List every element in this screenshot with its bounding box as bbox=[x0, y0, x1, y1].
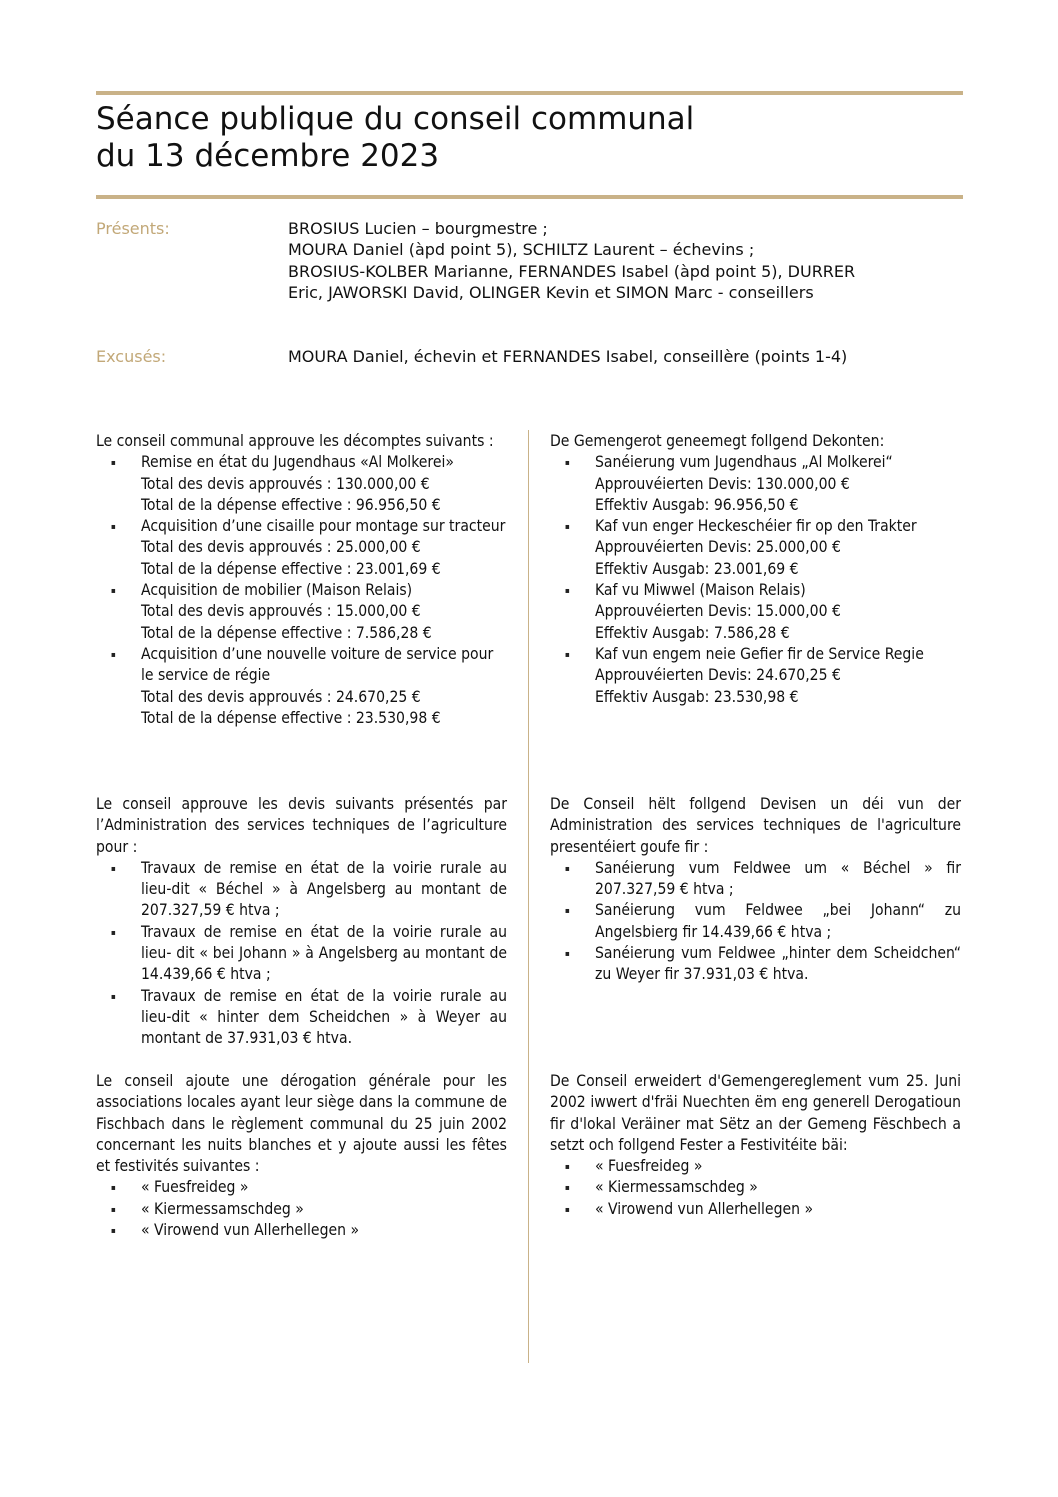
list-item: ▪ Sanéierung vum Feldwee „bei Johann“ zu Angelsbierg fir 14.439,66 € htva ; bbox=[550, 900, 961, 943]
fr-estimates-intro: Le conseil approuve les devis suivants présentés par l’Administration des services techniques de l’agriculture pour : bbox=[96, 795, 507, 856]
list-item bbox=[96, 452, 507, 516]
item-approved: Total des devis approuvés : 15.000,00 € bbox=[141, 602, 421, 621]
present-line: BROSIUS-KOLBER Marianne, FERNANDES Isabel (àpd point 5), DURRER bbox=[288, 261, 856, 281]
item-effective: Total de la dépense effective : 7.586,28 € bbox=[141, 623, 432, 642]
lb-estimates-list bbox=[550, 858, 961, 986]
fr-section-accounts bbox=[96, 431, 507, 729]
column-divider bbox=[528, 430, 529, 1363]
item-approved: Approuvéierten Devis: 130.000,00 € bbox=[595, 474, 850, 493]
fr-section-derogation bbox=[96, 1071, 507, 1241]
header-bottom-rule bbox=[96, 195, 963, 199]
excused-text: MOURA Daniel, échevin et FERNANDES Isabel, conseillère (points 1-4) bbox=[288, 347, 848, 366]
list-item: ▪ « Fuesfreideg » bbox=[96, 1177, 507, 1198]
item-title: ▪ Acquisition d’une cisaille pour montage sur tracteur bbox=[141, 517, 506, 536]
header-top-rule bbox=[96, 91, 963, 95]
list-item bbox=[550, 580, 961, 644]
present-line: Eric, JAWORSKI David, OLINGER Kevin et SIMON Marc - conseillers bbox=[288, 282, 814, 302]
lb-section-estimates bbox=[550, 794, 961, 986]
list-item bbox=[550, 452, 961, 516]
list-item: ▪ Sanéierung vum Feldwee um « Béchel » fir 207.327,59 € htva ; bbox=[550, 858, 961, 901]
list-item: ▪ « Fuesfreideg » bbox=[550, 1156, 961, 1177]
list-item bbox=[550, 644, 961, 708]
list-item: ▪ Sanéierung vum Feldwee „hinter dem Scheidchen“ zu Weyer fir 37.931,03 € htva. bbox=[550, 943, 961, 986]
list-item: ▪ « Virowend vun Allerhellegen » bbox=[96, 1220, 507, 1241]
lb-accounts-intro: De Gemengerot geneemegt follgend Dekonten: bbox=[550, 432, 885, 450]
excused-label: Excusés: bbox=[96, 347, 167, 366]
item-effective: Total de la dépense effective : 96.956,50 € bbox=[141, 495, 441, 514]
list-item: ▪ Travaux de remise en état de la voirie rurale au lieu-dit « Béchel » à Angelsberg au montant de 207.327,59 € htva ; bbox=[96, 858, 507, 922]
list-item bbox=[96, 644, 507, 729]
fr-section-estimates bbox=[96, 794, 507, 1050]
list-item bbox=[96, 580, 507, 644]
item-effective: Effektiv Ausgab: 23.001,69 € bbox=[595, 559, 799, 578]
item-title: ▪ Remise en état du Jugendhaus «Al Molkerei» bbox=[141, 453, 454, 472]
fr-derogation-intro: Le conseil ajoute une dérogation générale pour les associations locales ayant leur siège dans la commune de Fischbach dans le règlement communal du 25 juin 2002 concernant les nuits blanches et y ajoute aussi les fêtes et festivités suivantes : bbox=[96, 1072, 507, 1176]
item-title: ▪ Kaf vu Miwwel (Maison Relais) bbox=[595, 581, 806, 600]
item-approved: Approuvéierten Devis: 15.000,00 € bbox=[595, 602, 841, 621]
fr-estimates-list bbox=[96, 858, 507, 1050]
lb-festivities-list bbox=[550, 1156, 961, 1220]
lb-section-derogation bbox=[550, 1071, 961, 1220]
lb-derogation-intro: De Conseil erweidert d'Gemengereglement vum 25. Juni 2002 iwwert d'fräi Nuechten ëm eng generell Derogatioun fir d'lokal Veräiner mat Sëtz an der Gemeng Fëschbech a setzt och follgend Fester a Festivitéite bäi: bbox=[550, 1072, 961, 1154]
present-label: Présents: bbox=[96, 219, 170, 238]
item-title: ▪ Kaf vun enger Heckeschéier fir op den Trakter bbox=[595, 517, 917, 536]
page-title bbox=[96, 101, 963, 175]
present-line: MOURA Daniel (àpd point 5), SCHILTZ Laurent – échevins ; bbox=[288, 240, 755, 260]
item-approved: Total des devis approuvés : 25.000,00 € bbox=[141, 538, 421, 557]
item-title: ▪ Acquisition de mobilier (Maison Relais) bbox=[141, 581, 413, 600]
item-approved: Total des devis approuvés : 130.000,00 € bbox=[141, 474, 430, 493]
title-line-1: Séance publique du conseil communal bbox=[96, 101, 695, 137]
item-approved: Approuvéierten Devis: 25.000,00 € bbox=[595, 538, 841, 557]
item-effective: Effektiv Ausgab: 96.956,50 € bbox=[595, 495, 799, 514]
item-effective: Effektiv Ausgab: 7.586,28 € bbox=[595, 623, 790, 642]
list-item: ▪ Travaux de remise en état de la voirie rurale au lieu-dit « hinter dem Scheidchen » à Weyer au montant de 37.931,03 € htva. bbox=[96, 986, 507, 1050]
list-item: ▪ « Virowend vun Allerhellegen » bbox=[550, 1199, 961, 1220]
item-effective: Effektiv Ausgab: 23.530,98 € bbox=[595, 687, 799, 706]
list-item: ▪ « Kiermessamschdeg » bbox=[550, 1177, 961, 1198]
lb-section-accounts bbox=[550, 431, 961, 708]
item-effective: Total de la dépense effective : 23.530,98 € bbox=[141, 708, 441, 727]
lb-accounts-list bbox=[550, 452, 961, 708]
title-line-2: du 13 décembre 2023 bbox=[96, 138, 440, 174]
fr-accounts-list bbox=[96, 452, 507, 729]
lb-estimates-intro: De Conseil hëlt follgend Devisen un déi vun der Administration des services techniques de l'agriculture presentéiert goufe fir : bbox=[550, 795, 961, 856]
item-title: ▪ Sanéierung vum Jugendhaus „Al Molkerei“ bbox=[595, 453, 893, 472]
item-title: ▪ Acquisition d’une nouvelle voiture de service pour le service de régie bbox=[141, 644, 494, 685]
fr-festivities-list bbox=[96, 1177, 507, 1241]
present-list bbox=[288, 218, 928, 303]
item-title: ▪ Kaf vun engem neie Gefier fir de Service Regie bbox=[595, 644, 924, 663]
item-effective: Total de la dépense effective : 23.001,69 € bbox=[141, 559, 441, 578]
list-item: ▪ « Kiermessamschdeg » bbox=[96, 1199, 507, 1220]
item-approved: Total des devis approuvés : 24.670,25 € bbox=[141, 687, 421, 706]
list-item bbox=[550, 516, 961, 580]
fr-accounts-intro: Le conseil communal approuve les décomptes suivants : bbox=[96, 432, 494, 450]
present-line: BROSIUS Lucien – bourgmestre ; bbox=[288, 219, 548, 238]
item-approved: Approuvéierten Devis: 24.670,25 € bbox=[595, 666, 841, 685]
list-item bbox=[96, 516, 507, 580]
list-item: ▪ Travaux de remise en état de la voirie rurale au lieu- dit « bei Johann » à Angelsberg au montant de 14.439,66 € htva ; bbox=[96, 922, 507, 986]
